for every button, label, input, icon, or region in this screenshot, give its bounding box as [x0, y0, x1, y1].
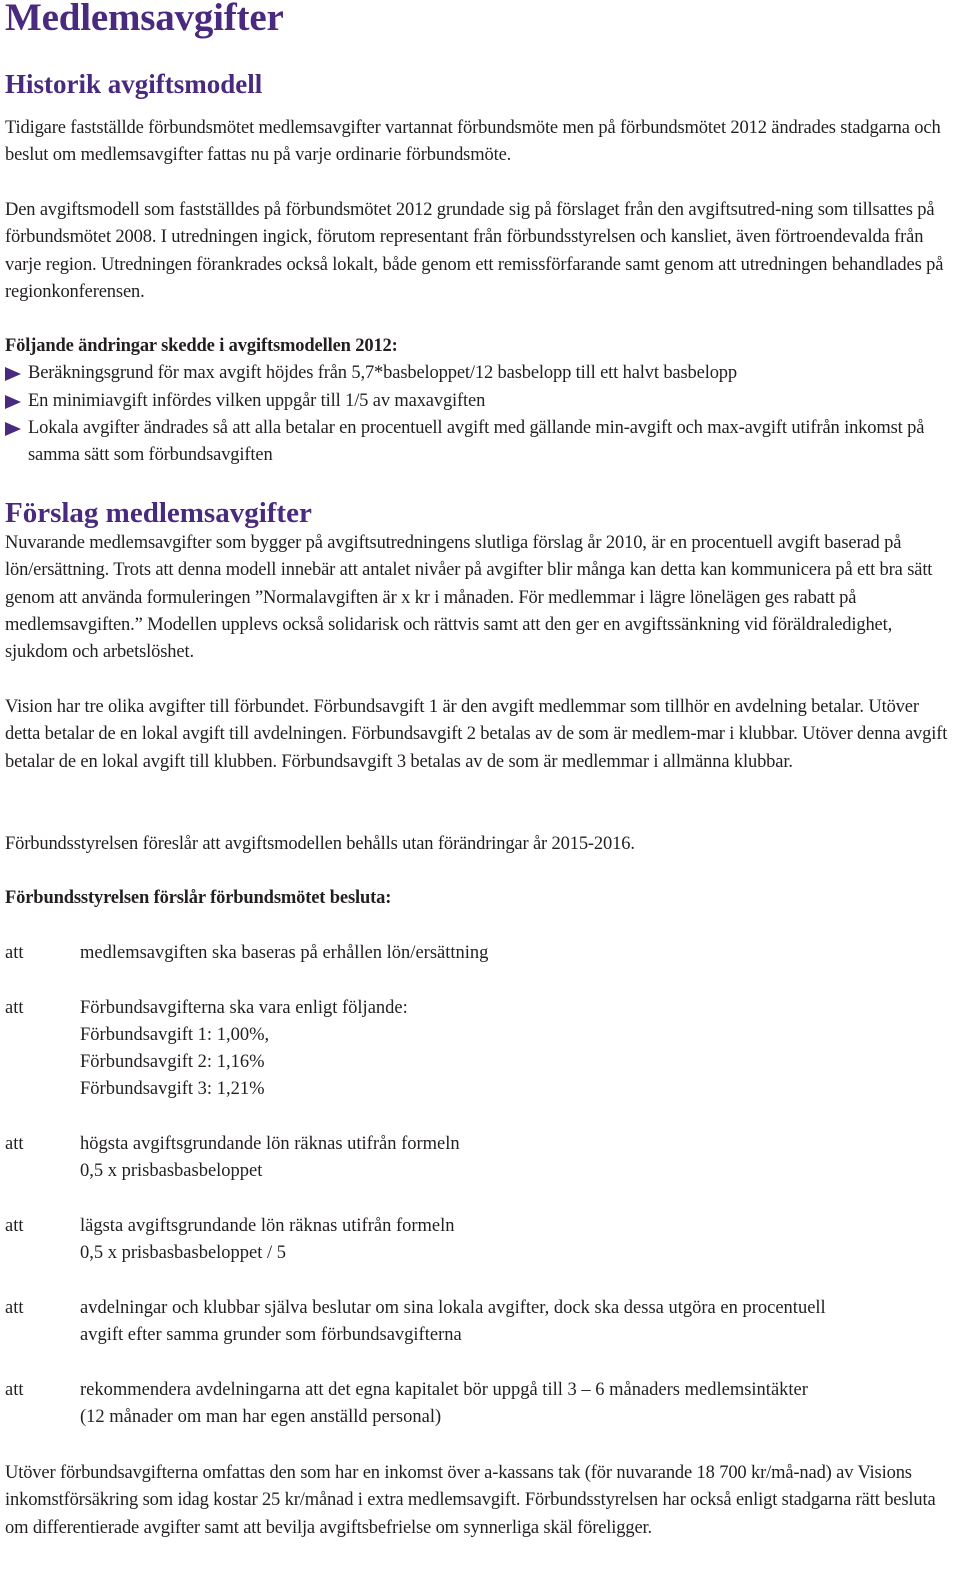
- resolution-line: 0,5 x prisbasbasbeloppet / 5: [80, 1243, 287, 1264]
- resolution-line: högsta avgiftsgrundande lön räknas utifrån formeln: [80, 1134, 460, 1155]
- resolution-text: [80, 940, 958, 967]
- resolution-text: [80, 1213, 958, 1268]
- resolution-marker: att: [5, 1379, 24, 1400]
- resolution-line: lägsta avgiftsgrundande lön räknas utifrån formeln: [80, 1215, 455, 1236]
- triangle-right-icon: [5, 367, 21, 381]
- resolution-item: [5, 1213, 958, 1268]
- resolution-line: Förbundsavgifterna ska vara enligt följande:: [80, 997, 408, 1018]
- resolution-line: Förbundsavgift 2: 1,16%: [80, 1052, 265, 1073]
- resolution-item: [5, 1377, 958, 1432]
- forslag-paragraph-1: [5, 530, 958, 666]
- historik-paragraph-1: [5, 115, 958, 170]
- resolution-line: medlemsavgiften ska baseras på erhållen lön/ersättning: [80, 943, 489, 963]
- resolution-text: [80, 1377, 958, 1432]
- proposal-heading-block: [5, 885, 958, 912]
- paragraph-text: Utöver förbundsavgifterna omfattas den som har en inkomst över a-kassans tak (för nuvarande 18 700 kr/må-nad) av Visions inkomstförsäkring som idag kostar 25 kr/månad i extra medlemsavgift. Förbundsstyrelsen har också enligt stadgarna rätt besluta om differentierade avgifter samt att bevilja avgiftsbefrielse om synnerliga skäl föreligger.: [5, 1463, 936, 1538]
- changes-heading: Följande ändringar skedde i avgiftsmodellen 2012:: [5, 336, 398, 356]
- resolution-marker: att: [5, 997, 24, 1018]
- historik-paragraph-2: [5, 197, 958, 306]
- forslag-paragraph-2: [5, 694, 958, 776]
- resolution-line: avdelningar och klubbar själva beslutar om sina lokala avgifter, dock ska dessa utgöra en procentuell: [80, 1297, 826, 1318]
- list-item: [5, 360, 958, 387]
- proposal-heading: Förbundsstyrelsen förslår förbundsmötet besluta:: [5, 888, 392, 908]
- resolution-item: [5, 1131, 958, 1186]
- paragraph-text: Tidigare fastställde förbundsmötet medlemsavgifter vartannat förbundsmöte men på förbundsmötet 2012 ändrades stadgarna och beslut om medlemsavgifter fattas nu på varje ordinarie förbundsmöte.: [5, 118, 941, 166]
- changes-list: [5, 360, 958, 469]
- resolution-item: [5, 995, 958, 1104]
- changes-block: [5, 333, 958, 469]
- resolution-marker: att: [5, 1134, 24, 1155]
- resolution-item: [5, 1295, 958, 1350]
- triangle-right-icon: [5, 422, 21, 436]
- paragraph-text: Nuvarande medlemsavgifter som bygger på avgiftsutredningens slutliga förslag år 2010, är en procentuell avgift baserad på lön/ersättning. Trots att denna modell innebär att antalet nivåer på avgifter blir många kan detta kan kommunicera på ett bra sätt genom att använda formuleringen ”Normalavgiften är x kr i månaden. För medlemmar i lägre lönelägen ges rabatt på medlemsavgiften.” Modellen upplevs också solidarisk och rättvis samt att den ger en avgiftssänkning vid föräldraledighet, sjukdom och arbetslöshet.: [5, 533, 933, 663]
- resolution-text: [80, 995, 958, 1104]
- resolution-item: [5, 940, 958, 967]
- forslag-paragraph-3: [5, 831, 958, 858]
- list-item-text: Beräkningsgrund för max avgift höjdes från 5,7*basbeloppet/12 basbelopp till ett halvt basbelopp: [28, 363, 737, 384]
- resolution-line: avgift efter samma grunder som förbundsavgifterna: [80, 1325, 462, 1346]
- resolution-marker: att: [5, 1297, 24, 1318]
- paragraph-text: Den avgiftsmodell som fastställdes på förbundsmötet 2012 grundade sig på förslaget från den avgiftsutred-ning som tillsattes på förbundsmötet 2008. I utredningen ingick, förutom representant från förbundsstyrelsen och kansliet, även förtroendevalda från varje region. Utredningen förankrades också lokalt, både genom ett remissförfarande samt genom att utredningen behandlades på regionkonferensen.: [5, 200, 944, 302]
- resolution-text: [80, 1295, 958, 1350]
- paragraph-text: Vision har tre olika avgifter till förbundet. Förbundsavgift 1 är den avgift medlemmar som tillhör en avdelning betalar. Utöver detta betalar de en lokal avgift till avdelningen. Förbundsavgift 2 betalas av de som är medlem-mar i klubbar. Utöver denna avgift betalar de en lokal avgift till klubben. Förbundsavgift 3 betalas av de som är medlemmar i allmänna klubbar.: [5, 697, 948, 772]
- list-item-text: Lokala avgifter ändrades så att alla betalar en procentuell avgift med gällande min-avgift och max-avgift utifrån inkomst på samma sätt som förbundsavgiften: [28, 417, 925, 466]
- page-title: Medlemsavgifter: [5, 0, 284, 39]
- resolution-line: 0,5 x prisbasbasbeloppet: [80, 1161, 263, 1182]
- resolution-line: Förbundsavgift 1: 1,00%,: [80, 1024, 270, 1045]
- paragraph-text: Förbundsstyrelsen föreslår att avgiftsmodellen behålls utan förändringar år 2015-2016.: [5, 834, 635, 854]
- resolution-line: (12 månader om man har egen anställd personal): [80, 1407, 442, 1428]
- resolution-line: Förbundsavgift 3: 1,21%: [80, 1079, 265, 1100]
- closing-paragraph: [5, 1460, 958, 1542]
- triangle-right-icon: [5, 395, 21, 409]
- resolutions-list: [5, 940, 958, 1459]
- resolution-marker: att: [5, 1215, 24, 1236]
- resolution-text: [80, 1131, 958, 1186]
- list-item: [5, 388, 958, 415]
- list-item-text: En minimiavgift infördes vilken uppgår till 1/5 av maxavgiften: [28, 390, 486, 411]
- resolution-line: rekommendera avdelningarna att det egna kapitalet bör uppgå till 3 – 6 månaders medlemsintäkter: [80, 1379, 808, 1400]
- section-heading-forslag: Förslag medlemsavgifter: [5, 497, 312, 529]
- resolution-marker: att: [5, 943, 24, 963]
- section-heading-historik: Historik avgiftsmodell: [5, 69, 263, 99]
- list-item: [5, 415, 958, 470]
